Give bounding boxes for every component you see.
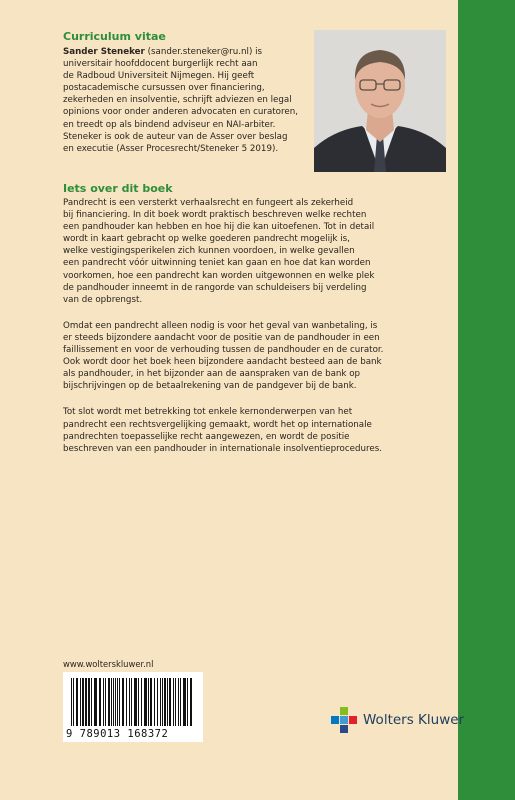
barcode-bar	[180, 678, 181, 726]
barcode-bar	[178, 678, 179, 726]
barcode-bar	[80, 678, 81, 726]
cv-line: zekerheden en insolventie, schrijft adviezen en legal	[63, 95, 292, 106]
barcode-bar	[111, 678, 112, 726]
barcode-bar	[160, 678, 161, 726]
about-book-section	[63, 182, 446, 455]
barcode-bar	[129, 678, 130, 726]
barcode-bar	[183, 678, 186, 726]
cv-line: Steneker is ook de auteur van de Asser over beslag	[63, 131, 288, 142]
cv-line: universitair hoofddocent burgerlijk recht aan	[63, 59, 258, 70]
text-line: Omdat een pandrecht alleen nodig is voor het geval van wanbetaling, is	[63, 320, 378, 331]
barcode-bar	[126, 678, 127, 726]
barcode-bar	[91, 678, 92, 726]
text-line: faillissement en voor de verhouding tussen de pandhouder en de curator.	[63, 345, 384, 356]
text-line: bij financiering. In dit boek wordt praktisch beschreven welke rechten	[63, 210, 367, 221]
back-cover-content	[63, 30, 446, 469]
about-paragraph-1	[63, 197, 446, 306]
barcode-bar	[134, 678, 137, 726]
barcode-bar	[167, 678, 168, 726]
barcode-bar	[99, 678, 101, 726]
cv-line: postacademische cursussen over financiering,	[63, 83, 265, 94]
cv-line: en executie (Asser Procesrecht/Steneker 5 2019).	[63, 143, 279, 154]
barcode-bar	[131, 678, 132, 726]
spine-green-strip	[458, 0, 515, 800]
barcode-bar	[94, 678, 97, 726]
publisher-logo	[331, 707, 464, 733]
text-line: als pandhouder, in het bijzonder aan de aanspraken van de bank op	[63, 369, 361, 380]
text-line: wordt in kaart gebracht op welke goederen pandrecht mogelijk is,	[63, 234, 350, 245]
text-line: beschreven van een pandhouder in internationale insolventieprocedures.	[63, 443, 382, 454]
text-line: pandrechten toepasselijke recht aangewezen, en wordt de positie	[63, 431, 350, 442]
text-line: voorkomen, hoe een pandrecht kan worden uitgewonnen en welke plek	[63, 270, 375, 281]
barcode-bar	[82, 678, 84, 726]
cv-text	[63, 46, 299, 155]
about-paragraph-3	[63, 406, 446, 454]
barcode-bar	[138, 678, 139, 726]
barcode-bar	[154, 678, 155, 726]
author-photo-illustration	[314, 30, 446, 172]
cv-section	[63, 30, 446, 172]
text-line: van de opbrengst.	[63, 294, 143, 305]
barcode-bar	[105, 678, 106, 726]
barcode-bar	[119, 678, 120, 726]
text-line: bijschrijvingen op de betaalrekening van de pandgever bij de bank.	[63, 381, 357, 392]
cv-line: opinions voor onder anderen advocaten en curatoren,	[63, 107, 298, 118]
barcode-bar	[122, 678, 124, 726]
barcode-bar	[150, 678, 152, 726]
barcode	[63, 672, 203, 742]
barcode-bar	[169, 678, 171, 726]
cv-heading: Curriculum vitae	[63, 30, 166, 43]
barcode-bar	[115, 678, 116, 726]
website-link[interactable]: www.wolterskluwer.nl	[63, 659, 154, 669]
text-line: de pandhouder inneemt in de rangorde van schuldeisers bij verdeling	[63, 282, 367, 293]
barcode-bar	[187, 678, 188, 726]
text-line: pandrecht een rechtsvergelijking gemaakt, wordt het op internationale	[63, 419, 372, 430]
barcode-bar	[162, 678, 163, 726]
barcode-bar	[103, 678, 104, 726]
barcode-bar	[157, 678, 158, 726]
text-line: er steeds bijzondere aandacht voor de positie van de pandhouder in een	[63, 332, 380, 343]
barcode-bar	[71, 678, 72, 726]
barcode-bar	[144, 678, 147, 726]
cv-line: en treedt op als bindend adviseur en NAI-arbiter.	[63, 119, 276, 130]
barcode-bar	[73, 678, 74, 726]
barcode-bar	[164, 678, 166, 726]
barcode-bar	[76, 678, 78, 726]
barcode-bar	[117, 678, 118, 726]
barcode-bar	[85, 678, 87, 726]
barcode-bars	[71, 678, 195, 726]
text-line: een pandrecht vóór uitwinning teniet kan gaan en hoe dat kan worden	[63, 258, 371, 269]
cv-line: de Radboud Universiteit Nijmegen. Hij geeft	[63, 71, 255, 82]
text-line: Tot slot wordt met betrekking tot enkele kernonderwerpen van het	[63, 407, 353, 418]
about-heading: Iets over dit boek	[63, 182, 173, 195]
barcode-bar	[141, 678, 142, 726]
author-photo	[314, 30, 446, 172]
barcode-bar	[175, 678, 176, 726]
barcode-bar	[173, 678, 174, 726]
barcode-bar	[113, 678, 114, 726]
author-email: (sander.steneker@ru.nl)	[147, 47, 253, 57]
text-line: een pandhouder kan hebben en hoe hij die kan uitoefenen. Tot in detail	[63, 222, 375, 233]
text-line: welke vestigingsperikelen zich kunnen voordoen, in welke gevallen	[63, 246, 355, 257]
publisher-name: Wolters Kluwer	[363, 712, 465, 728]
barcode-bar	[148, 678, 149, 726]
wolters-kluwer-logo-icon	[331, 707, 357, 733]
author-name: Sander Steneker	[63, 47, 145, 57]
cv-line: is	[252, 47, 263, 57]
text-line: Pandrecht is een versterkt verhaalsrecht en fungeert als zekerheid	[63, 198, 354, 208]
barcode-bar	[190, 678, 192, 726]
barcode-bar	[88, 678, 90, 726]
barcode-bar	[108, 678, 110, 726]
about-paragraph-2	[63, 320, 446, 393]
isbn-number: 9 789013 168372	[66, 728, 169, 740]
text-line: Ook wordt door het boek heen bijzondere aandacht besteed aan de bank	[63, 357, 382, 368]
